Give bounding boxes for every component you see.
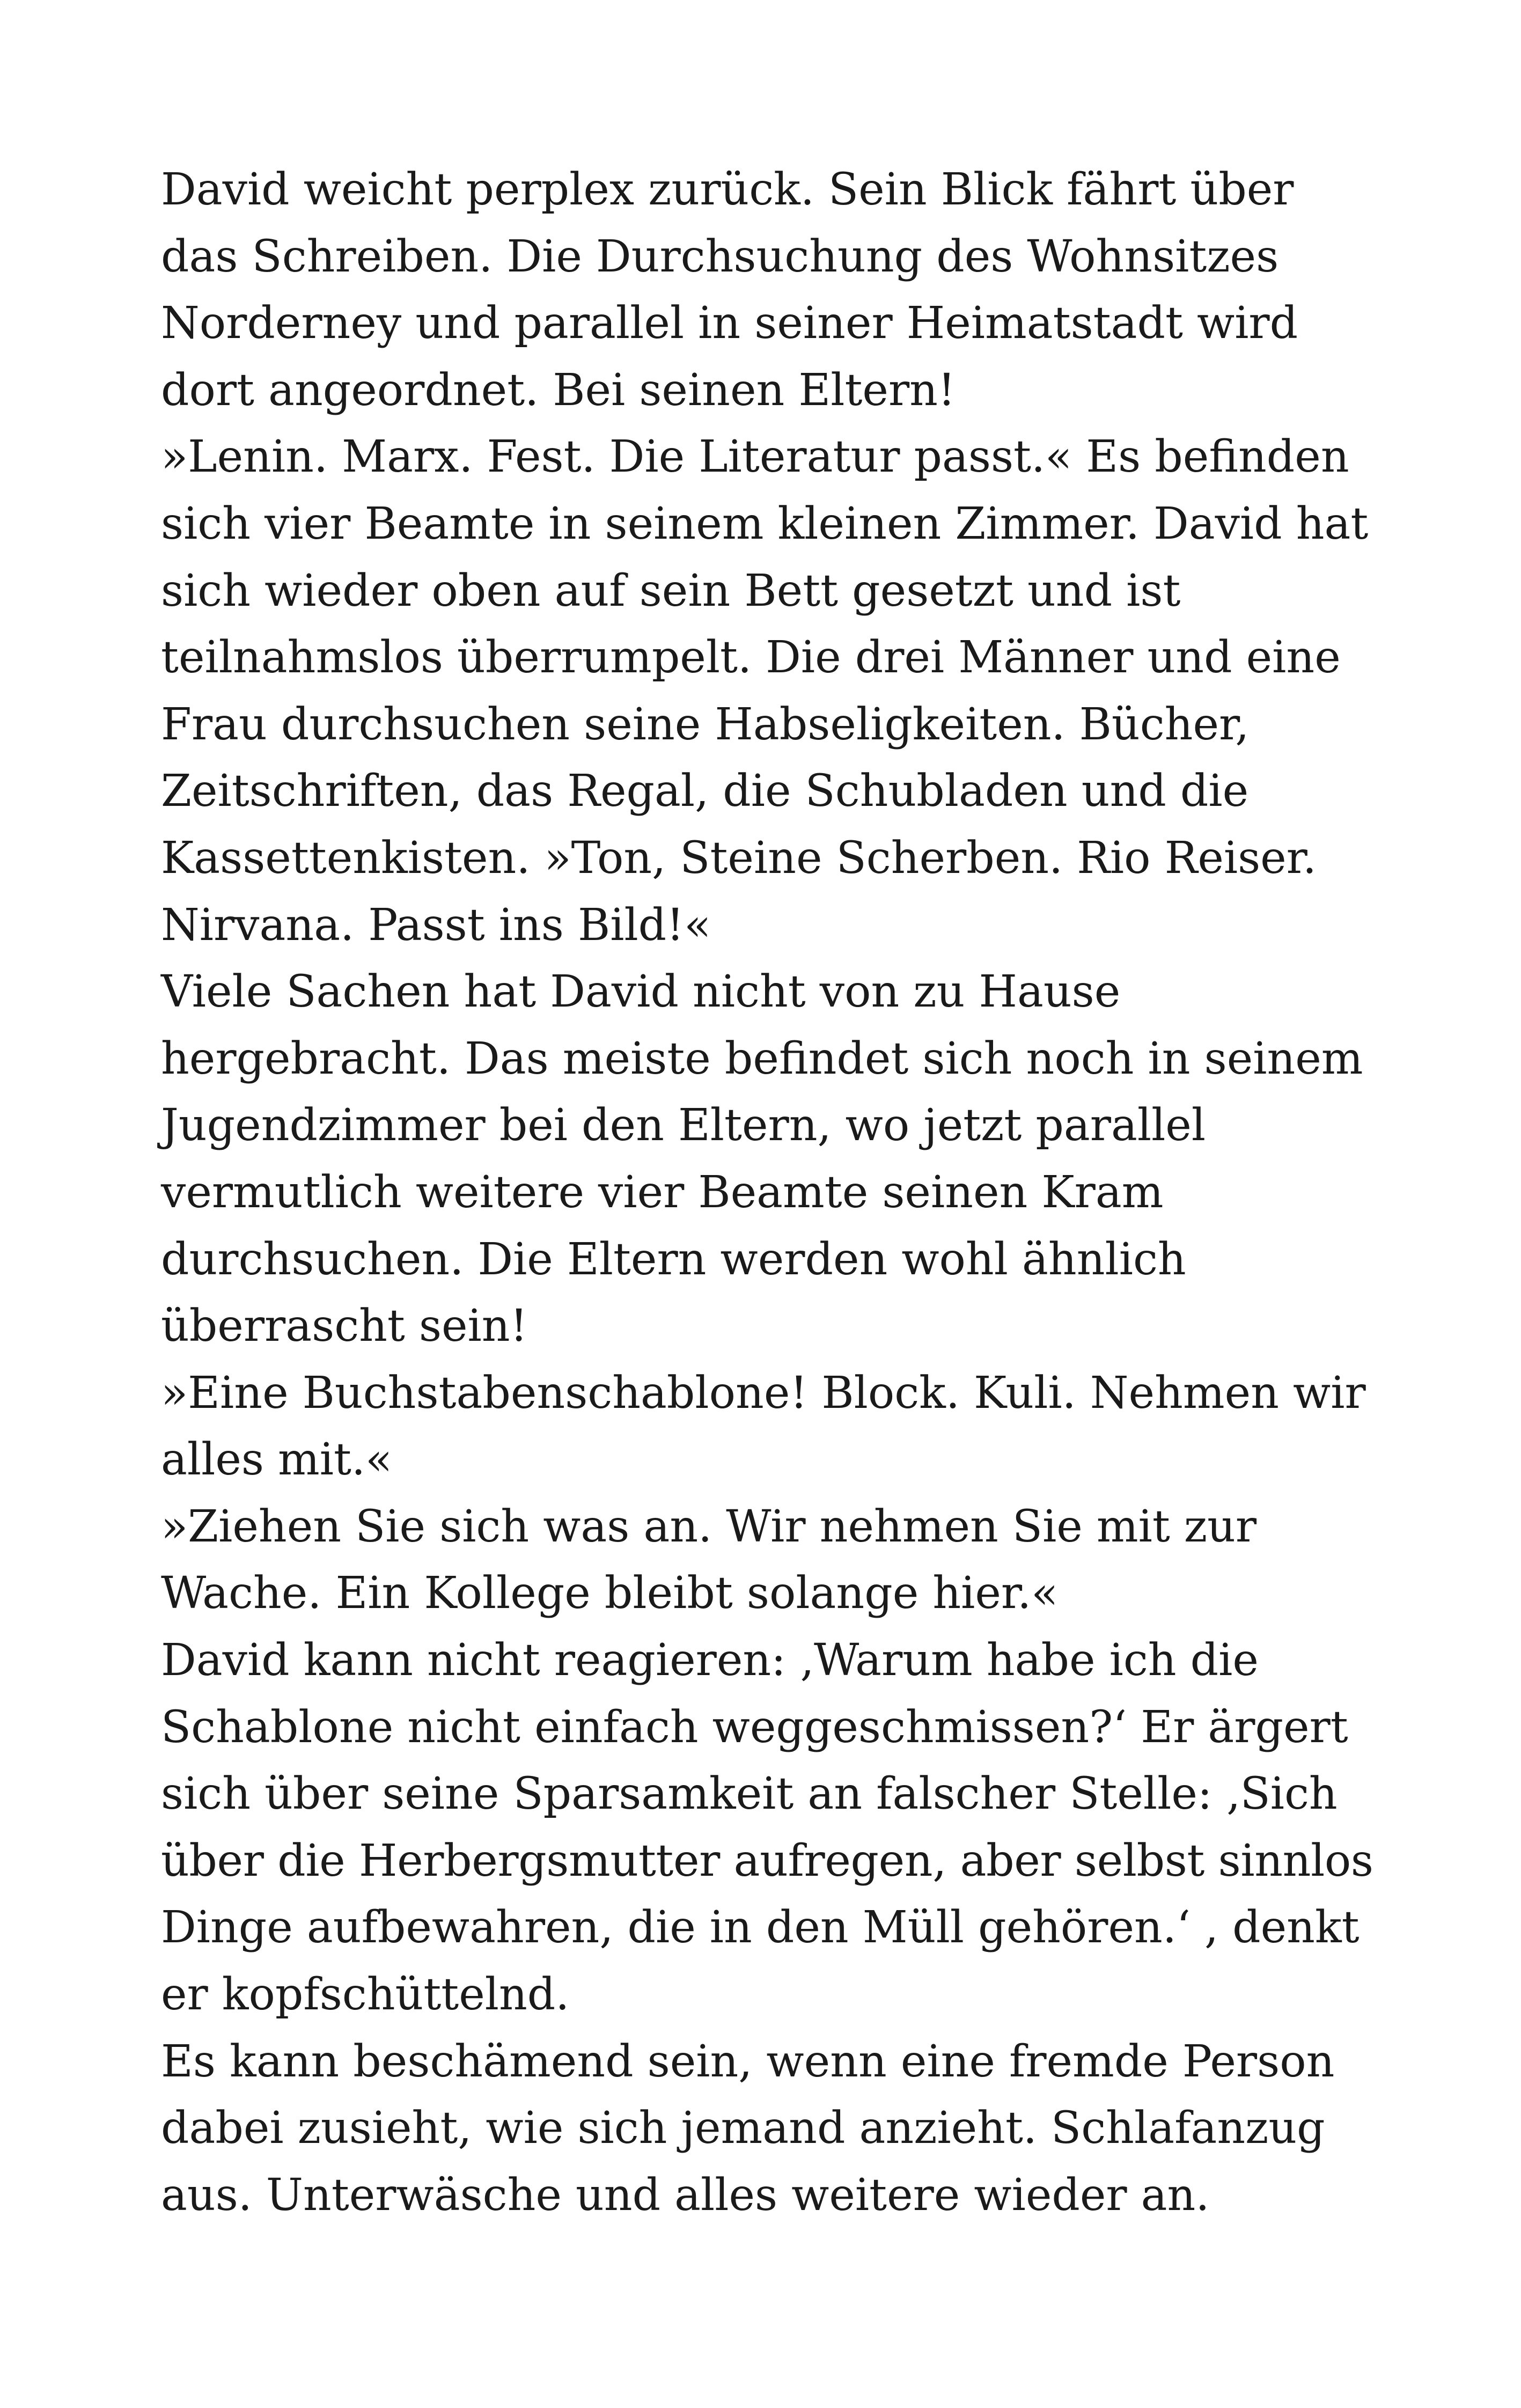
text-line: alles mit.«: [161, 1434, 393, 1486]
text-line: teilnahmslos überrumpelt. Die drei Männer und eine: [161, 632, 1341, 684]
text-line: Es kann beschämend sein, wenn eine fremde Person: [161, 2036, 1335, 2087]
text-line: Nirvana. Passt ins Bild!«: [161, 899, 711, 951]
text-line: vermutlich weitere vier Beamte seinen Kram: [161, 1166, 1164, 1218]
text-line: Dinge aufbewahren, die in den Müll gehören.‘ , denkt: [161, 1902, 1360, 1954]
text-line: dabei zusieht, wie sich jemand anzieht. Schlafanzug: [161, 2103, 1325, 2154]
text-line: sich über seine Sparsamkeit an falscher Stelle: ‚Sich: [161, 1768, 1338, 1820]
text-line: überrascht sein!: [161, 1301, 528, 1352]
text-line: Wache. Ein Kollege bleibt solange hier.«: [161, 1568, 1059, 1619]
text-line: David weicht perplex zurück. Sein Blick fährt über: [161, 164, 1294, 215]
text-line: Schablone nicht einfach weggeschmissen?‘ Er ärgert: [161, 1701, 1348, 1753]
text-line: er kopfschüttelnd.: [161, 1969, 570, 2021]
text-line: sich wieder oben auf sein Bett gesetzt und ist: [161, 565, 1181, 616]
text-line: durchsuchen. Die Eltern werden wohl ähnlich: [161, 1234, 1186, 1285]
text-line: David kann nicht reagieren: ‚Warum habe ich die: [161, 1635, 1259, 1686]
text-line: Kassettenkisten. »Ton, Steine Scherben. Rio Reiser.: [161, 832, 1317, 884]
body-text: [161, 157, 1373, 2229]
text-line: »Eine Buchstabenschablone! Block. Kuli. Nehmen wir: [161, 1367, 1366, 1419]
text-line: das Schreiben. Die Durchsuchung des Wohnsitzes: [161, 231, 1279, 282]
text-line: Jugendzimmer bei den Eltern, wo jetzt parallel: [161, 1100, 1206, 1151]
text-line: über die Herbergsmutter aufregen, aber selbst sinnlos: [161, 1835, 1373, 1886]
text-line: »Ziehen Sie sich was an. Wir nehmen Sie mit zur: [161, 1501, 1257, 1552]
text-line: Norderney und parallel in seiner Heimatstadt wird: [161, 298, 1298, 349]
text-line: Frau durchsuchen seine Habseligkeiten. Bücher,: [161, 699, 1250, 750]
text-line: hergebracht. Das meiste befindet sich noch in seinem: [161, 1033, 1363, 1084]
text-line: dort angeordnet. Bei seinen Eltern!: [161, 364, 956, 416]
text-line: aus. Unterwäsche und alles weitere wieder an.: [161, 2169, 1210, 2221]
text-line: »Lenin. Marx. Fest. Die Literatur passt.« Es befinden: [161, 431, 1349, 483]
text-line: Zeitschriften, das Regal, die Schubladen und die: [161, 766, 1249, 817]
text-line: Viele Sachen hat David nicht von zu Hause: [161, 966, 1121, 1018]
text-line: sich vier Beamte in seinem kleinen Zimmer. David hat: [161, 498, 1369, 549]
